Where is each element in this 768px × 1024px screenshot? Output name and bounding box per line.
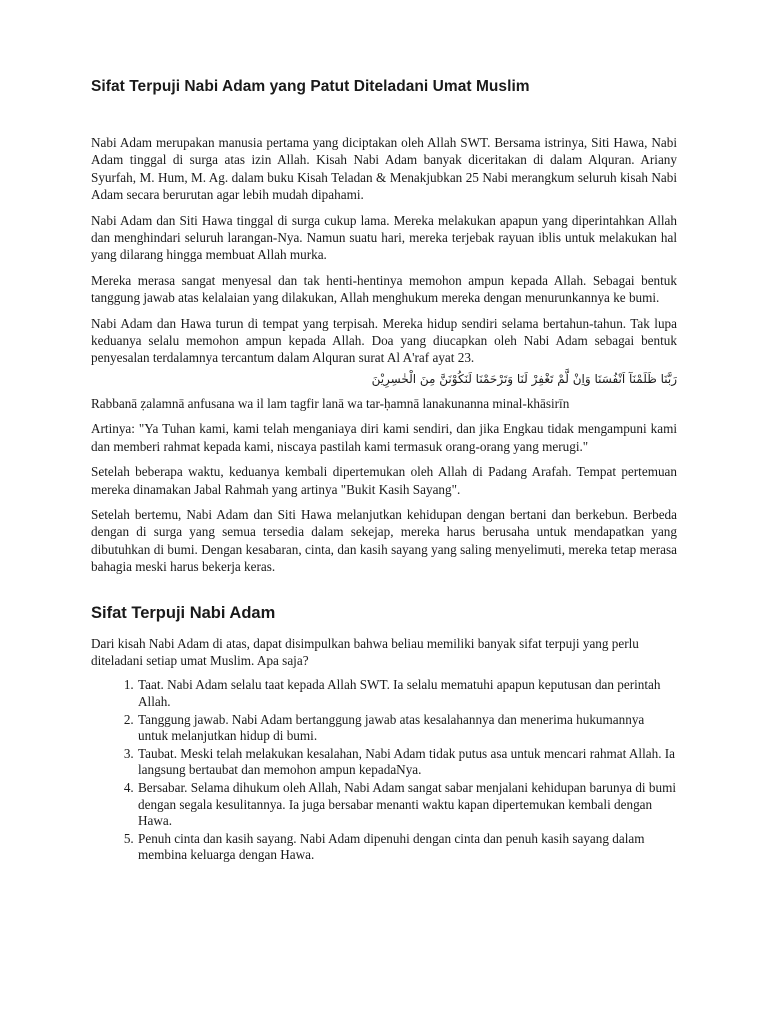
document-title: Sifat Terpuji Nabi Adam yang Patut Diteladani Umat Muslim: [91, 78, 530, 95]
list-item: 2. Tanggung jawab. Nabi Adam bertanggung jawab atas kesalahannya dan menerima hukumannya untuk melanjutkan hidup di bumi.: [137, 712, 677, 745]
verse-transliteration: Rabbanā ẓalamnā anfusana wa il lam tagfir lanā wa tar-ḥamnā lanakunanna minal-khāsirīn: [91, 395, 570, 411]
verse-translation: Artinya: "Ya Tuhan kami, kami telah menganiaya diri kami sendiri, dan jika Engkau tidak mengampuni kami dan memberi rahmat kepada kami, niscaya pastilah kami termasuk orang-orang yang merugi.": [91, 421, 677, 454]
paragraph-turun-bumi: Nabi Adam dan Hawa turun di tempat yang terpisah. Mereka hidup sendiri selama bertahun-tahun. Tak lupa keduanya selalu memohon ampun kepada Allah. Doa yang diucapkan oleh Nabi Adam sebagai bentuk penyesalan terdalamnya tercantum dalam Alquran surat Al A'raf ayat 23.: [91, 315, 677, 366]
section-heading: Sifat Terpuji Nabi Adam: [91, 603, 276, 622]
arabic-verse: رَبَّنَا ظَلَمْنَآ اَنْفُسَنَا وَاِنْ لَّمْ تَغْفِرْ لَنَا وَتَرْحَمْنَا لَنَكُوْنَنَّ مِنَ الْخٰسِرِيْنَ: [371, 371, 677, 386]
paragraph-padang-arafah: Setelah beberapa waktu, keduanya kembali dipertemukan oleh Allah di Padang Arafah. Tempat pertemuan mereka dinamakan Jabal Rahmah yang artinya "Bukit Kasih Sayang".: [91, 464, 677, 497]
paragraph-surga: Nabi Adam dan Siti Hawa tinggal di surga cukup lama. Mereka melakukan apapun yang diperintahkan Allah dan menghindari seluruh larangan-Nya. Namun suatu hari, mereka terjebak rayuan iblis untuk melakukan hal yang dilarang hingga membuat Allah murka.: [91, 212, 677, 263]
section-intro: Dari kisah Nabi Adam di atas, dapat disimpulkan bahwa beliau memiliki banyak sifat terpuji yang perlu diteladani setiap umat Muslim. Apa saja?: [91, 635, 639, 668]
document-page: [91, 78, 677, 865]
list-item: 4. Bersabar. Selama dihukum oleh Allah, Nabi Adam sangat sabar menjalani kehidupan barunya di bumi dengan segala kesulitannya. Ia juga bersabar menanti waktu kapan dipertemukan kembali dengan Hawa.: [137, 780, 677, 830]
paragraph-intro: Nabi Adam merupakan manusia pertama yang diciptakan oleh Allah SWT. Bersama istrinya, Siti Hawa, Nabi Adam tinggal di surga atas izin Allah. Kisah Nabi Adam banyak diceritakan di dalam Alquran. Ariany Syurfah, M. Hum, M. Ag. dalam buku Kisah Teladan & Menakjubkan 25 Nabi merangkum seluruh kisah Nabi Adam secara berurutan agar lebih mudah dipahami.: [91, 135, 677, 203]
list-item: 3. Taubat. Meski telah melakukan kesalahan, Nabi Adam tidak putus asa untuk mencari rahmat Allah. Ia langsung bertaubat dan memohon ampun kepadaNya.: [137, 746, 677, 779]
paragraph-bertani: Setelah bertemu, Nabi Adam dan Siti Hawa melanjutkan kehidupan dengan bertani dan berkebun. Berbeda dengan di surga yang semua tersedia dalam sekejap, mereka harus berusaha untuk mendapatkan yang dibutuhkan di bumi. Dengan kesabaran, cinta, dan kasih sayang yang saling menyelimuti, mereka tetap merasa bahagia meski harus bekerja keras.: [91, 506, 677, 575]
sifat-list: [91, 677, 677, 864]
list-item: 5. Penuh cinta dan kasih sayang. Nabi Adam dipenuhi dengan cinta dan penuh kasih sayang dalam membina keluarga dengan Hawa.: [137, 831, 677, 864]
paragraph-hukuman: Mereka merasa sangat menyesal dan tak henti-hentinya memohon ampun kepada Allah. Sebagai bentuk tanggung jawab atas kelalaian yang dilakukan, Allah menghukum mereka dengan menurunkannya ke bumi.: [91, 272, 677, 306]
list-item: 1. Taat. Nabi Adam selalu taat kepada Allah SWT. Ia selalu mematuhi apapun keputusan dan perintah Allah.: [137, 677, 677, 710]
